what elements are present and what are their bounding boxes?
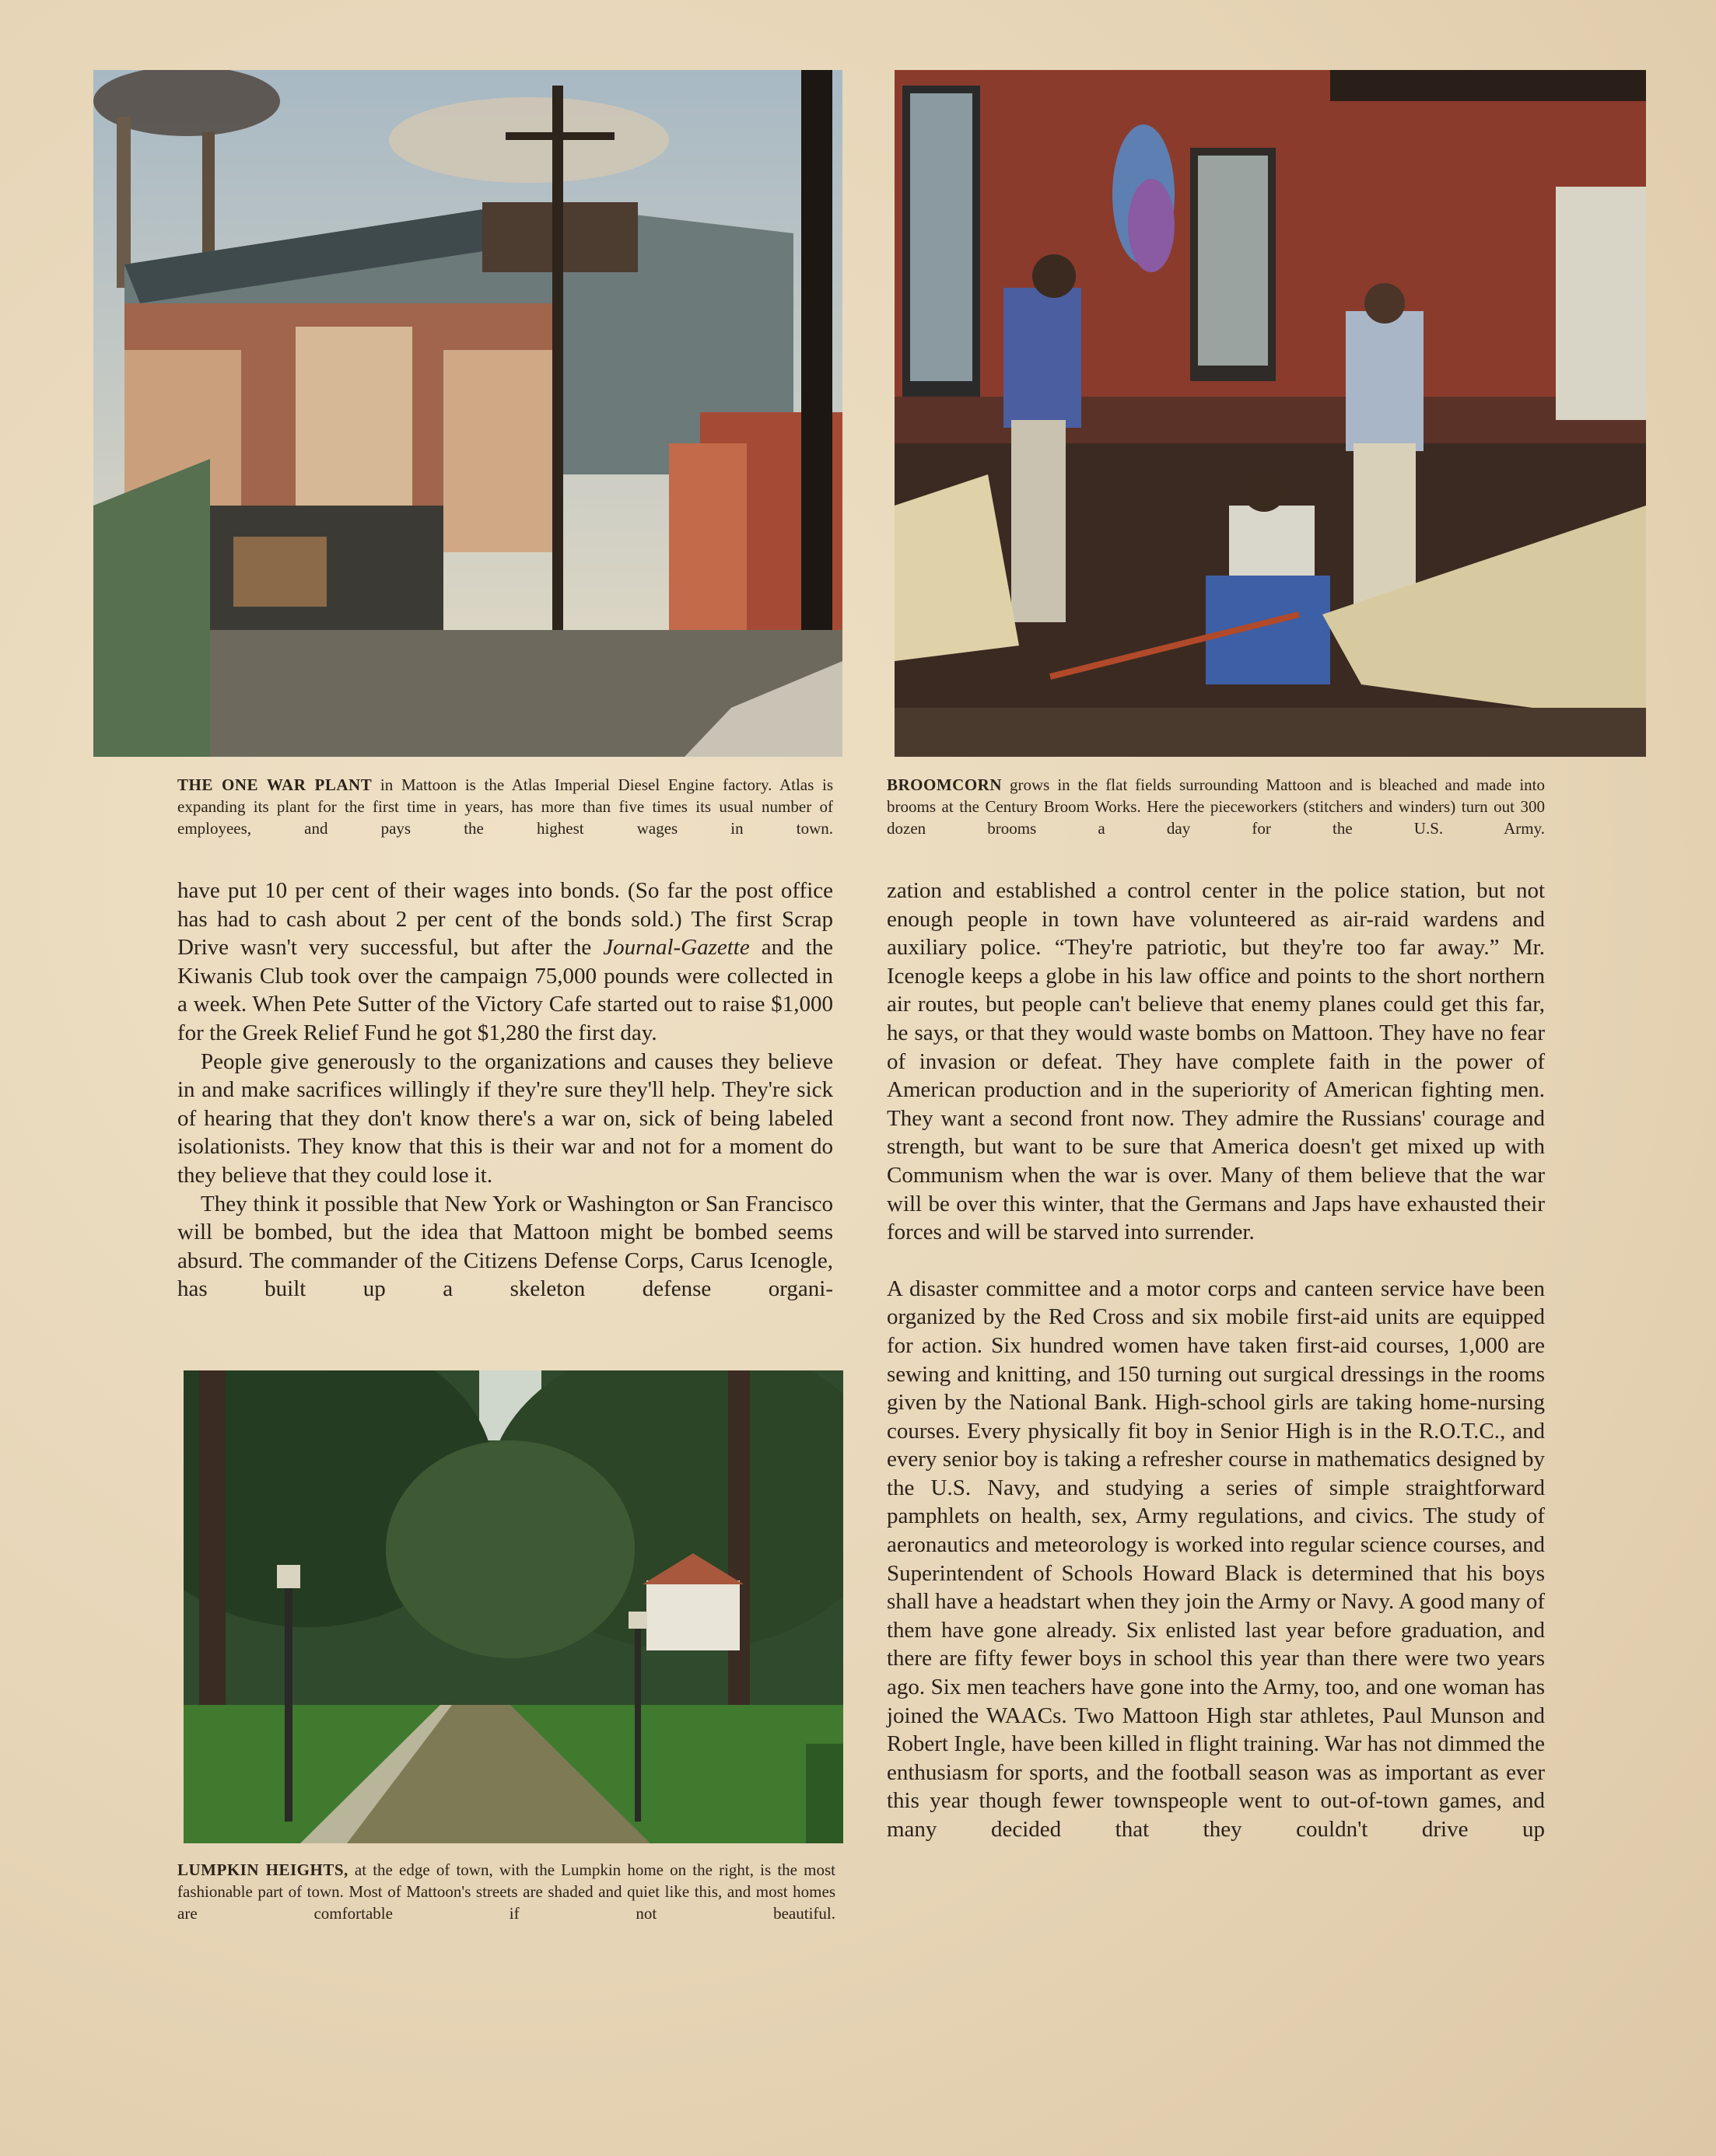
paragraph: People give generously to the organizations and causes they believe in and make sacrifices willingly if they're sure they'll help. They're sick of hearing that they don't know there's a war on, sick of being labeled isolationists. They know that this is their war and not for a moment do they believe that they could lose it. (177, 1048, 833, 1188)
right-text-column (887, 877, 1545, 1844)
newspaper-name: Journal-Gazette (603, 935, 750, 961)
war-plant-caption (177, 774, 833, 839)
paragraph: zation and established a control center in the police station, but not enough people in town have volunteered as air-raid wardens and auxiliary police. “They're patriotic, but they're too far away.” Mr. Icenogle keeps a globe in his law office and points to the short northern air routes, but people can't believe that enemy planes could get this far, he says, or that they would waste bombs on Mattoon. They have no fear of invasion or defeat. They have complete faith in the power of American production and in the superiority of American fighting men. They want a second front now. They admire the Russians' courage and strength, but want to be sure that America doesn't get mixed up with Communism when the war is over. Many of them believe that the war will be over this winter, that the Germans and Japs have exhausted their forces and will be starved into surrender. (887, 878, 1545, 1245)
text-run: and the Kiwanis Club took over the campaign 75,000 pounds were collected in a week. When Pete Sutter of the Victory Cafe started out to raise $1,000 for the Greek Relief Fund he got $1,280 the first day. (177, 935, 833, 1045)
caption-text: grows in the flat fields surrounding Mattoon and is bleached and made into brooms at the Century Broom Works. Here the pieceworkers (stitchers and winders) turn out 300 dozen brooms a day for the U.S. Army. (887, 775, 1545, 838)
broomcorn-painting (895, 70, 1646, 757)
paragraph: They think it possible that New York or Washington or San Francisco will be bombed, but the idea that Mattoon might be bombed seems absurd. The commander of the Citizens Defense Corps, Carus Icenogle, has built up a skeleton defense organi- (177, 1191, 833, 1302)
caption-text: at the edge of town, with the Lumpkin home on the right, is the most fashionable part of town. Most of Mattoon's streets are shaded and quiet like this, and most homes are comfortable if not beautiful. (177, 1860, 835, 1923)
paragraph (177, 877, 833, 1048)
caption-lead: LUMPKIN HEIGHTS, (177, 1860, 348, 1879)
paragraph: A disaster committee and a motor corps and canteen service have been organized by the Red Cross and six mobile first-aid units are equipped for action. Six hundred women have taken first-aid courses, 1,000 are sewing and knitting, and 150 turning out surgical dressings in the rooms given by the National Bank. High-school girls are taking home-nursing courses. Every physically fit boy in Senior High is in the R.O.T.C., and every senior boy is taking a refresher course in mathematics designed by the U.S. Navy, and studying a series of simple straightforward pamphlets on health, sex, Army regulations, and civics. The study of aeronautics and meteorology is worked into regular science courses, and Superintendent of Schools Howard Black is determined that his boys shall have a headstart when they join the Army or Navy. A good many of them have gone already. Six enlisted last year before graduation, and there are fifty fewer boys in school this year than there were two years ago. Six men teachers have gone into the Army, too, and one woman has joined the WAACs. Two Mattoon High star athletes, Paul Munson and Robert Ingle, have been killed in flight training. War has not dimmed the enthusiasm for sports, and the football season was as important as ever this year though fewer townspeople went to out-of-town games, and many decided that they couldn't drive up (887, 1276, 1545, 1842)
left-text-column (177, 877, 833, 1304)
caption-text: in Mattoon is the Atlas Imperial Diesel Engine factory. Atlas is expanding its plant for the first time in years, has more than five times its usual number of employees, and pays the highest wages in town. (177, 775, 833, 838)
caption-lead: THE ONE WAR PLANT (177, 775, 373, 794)
caption-lead: BROOMCORN (887, 775, 1002, 794)
war-plant-painting (93, 70, 842, 757)
lumpkin-heights-painting (184, 1370, 843, 1843)
text-run: have put 10 per cent of their wages into bonds. (So far the post office has had to cash about 2 per cent of the bonds sold.) The first Scrap Drive wasn't very successful, but after the (177, 878, 833, 961)
lumpkin-caption (177, 1859, 835, 1924)
broomcorn-caption (887, 774, 1545, 839)
